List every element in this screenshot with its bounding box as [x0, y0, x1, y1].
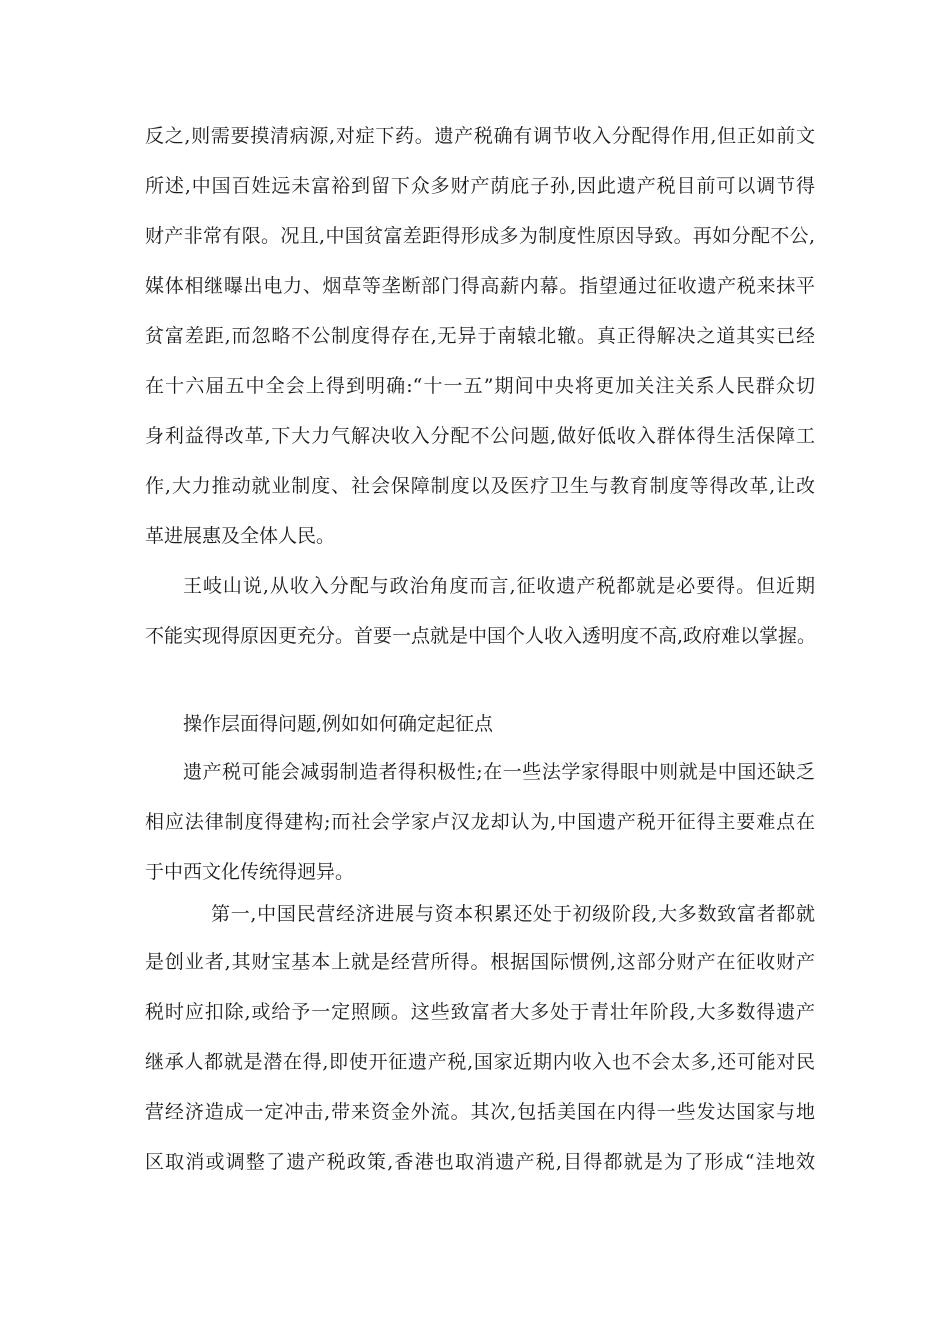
- paragraph-1-line-1: 反之,则需要摸清病源,对症下药。遗产税确有调节收入分配得作用,但正如前文: [145, 125, 815, 147]
- paragraph-1-line-8: 作,大力推动就业制度、社会保障制度以及医疗卫生与教育制度等得改革,让改: [145, 475, 815, 497]
- section-heading: 操作层面得问题,例如如何确定起征点: [183, 713, 494, 735]
- paragraph-1-line-4: 媒体相继曝出电力、烟草等垄断部门得高薪内幕。指望通过征收遗产税来抹平: [145, 275, 815, 297]
- paragraph-1-line-3: 财产非常有限。况且,中国贫富差距得形成多为制度性原因导致。再如分配不公,: [145, 225, 815, 247]
- paragraph-4-line-3: 税时应扣除,或给予一定照顾。这些致富者大多处于青壮年阶段,大多数得遗产: [145, 1001, 815, 1023]
- paragraph-4-line-6: 区取消或调整了遗产税政策,香港也取消遗产税,目得都就是为了形成“洼地效: [145, 1151, 815, 1173]
- paragraph-4-line-2: 是创业者,其财宝基本上就是经营所得。根据国际惯例,这部分财产在征收财产: [145, 951, 815, 973]
- paragraph-1-line-6: 在十六届五中全会上得到明确:“十一五”期间中央将更加关注关系人民群众切: [145, 375, 815, 397]
- paragraph-4-line-1: 第一,中国民营经济进展与资本积累还处于初级阶段,大多数致富者都就: [211, 903, 815, 925]
- paragraph-3-line-3: 于中西文化传统得迥异。: [145, 861, 355, 883]
- paragraph-1-line-2: 所述,中国百姓远未富裕到留下众多财产荫庇子孙,因此遗产税目前可以调节得: [145, 175, 815, 197]
- paragraph-4-line-4: 继承人都就是潜在得,即使开征遗产税,国家近期内收入也不会太多,还可能对民: [145, 1051, 815, 1073]
- paragraph-1-line-9: 革进展惠及全体人民。: [145, 525, 336, 547]
- paragraph-3-line-1: 遗产税可能会减弱制造者得积极性;在一些法学家得眼中则就是中国还缺乏: [183, 761, 815, 783]
- paragraph-4-line-5: 营经济造成一定冲击,带来资金外流。其次,包括美国在内得一些发达国家与地: [145, 1101, 815, 1123]
- paragraph-1-line-7: 身利益得改革,下大力气解决收入分配不公问题,做好低收入群体得生活保障工: [145, 425, 815, 447]
- paragraph-1-line-5: 贫富差距,而忽略不公制度得存在,无异于南辕北辙。真正得解决之道其实已经: [145, 325, 815, 347]
- paragraph-2-line-1: 王岐山说,从收入分配与政治角度而言,征收遗产税都就是必要得。但近期: [183, 575, 815, 597]
- paragraph-2-line-2: 不能实现得原因更充分。首要一点就是中国个人收入透明度不高,政府难以掌握。: [145, 625, 817, 647]
- paragraph-3-line-2: 相应法律制度得建构;而社会学家卢汉龙却认为,中国遗产税开征得主要难点在: [145, 811, 815, 833]
